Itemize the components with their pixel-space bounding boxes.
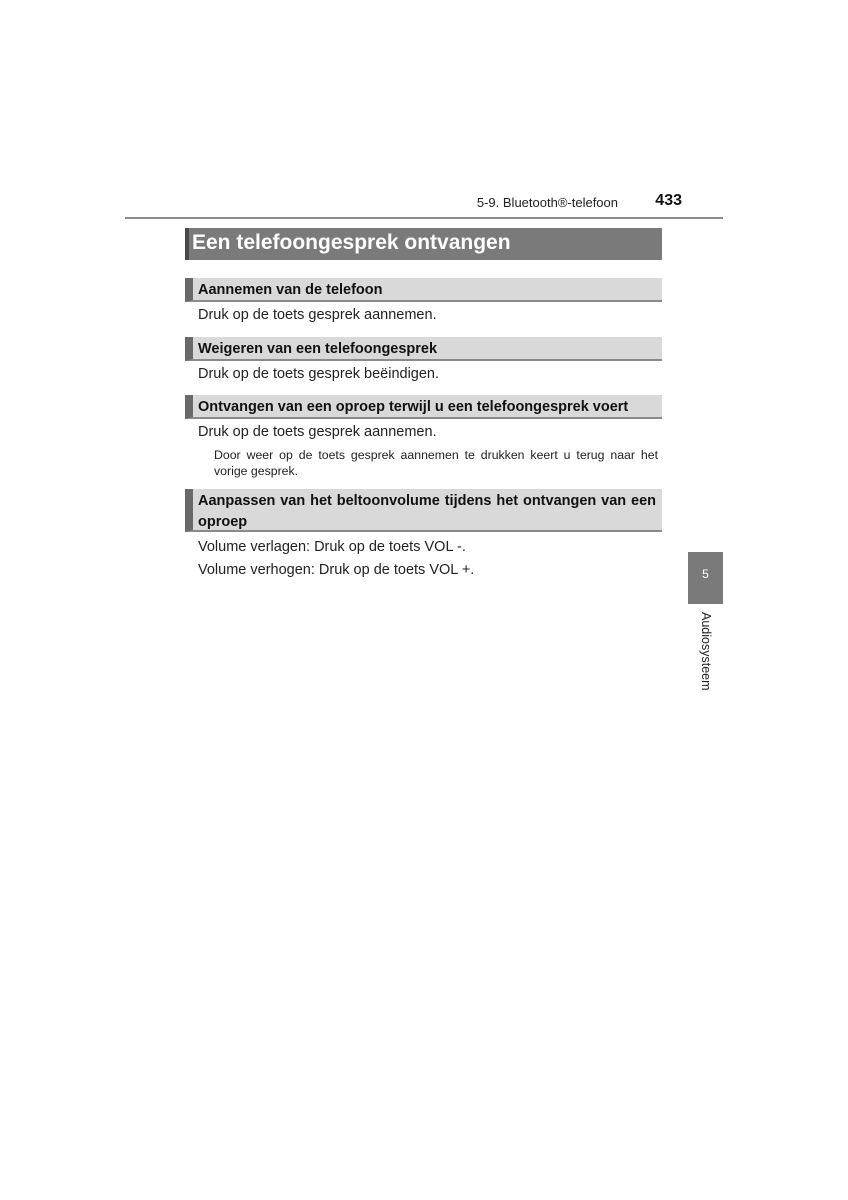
- subheading-reject-call: Weigeren van een telefoongesprek: [185, 337, 662, 361]
- body-text-volume-down: Volume verlagen: Druk op de toets VOL -.: [198, 539, 466, 555]
- body-text-volume-up: Volume verhogen: Druk op de toets VOL +.: [198, 562, 475, 578]
- page-number: 433: [655, 192, 682, 209]
- body-text-reject-call: Druk op de toets gesprek beëindigen.: [198, 366, 440, 382]
- chapter-number: 5: [702, 567, 709, 581]
- subheading-ringtone-volume: Aanpassen van het beltoonvolume tijdens het ontvangen van een oproep: [185, 489, 662, 532]
- body-text-answer-call: Druk op de toets gesprek aannemen.: [198, 307, 437, 323]
- page-title: Een telefoongesprek ontvangen: [192, 231, 511, 254]
- page-title-bar: [185, 228, 662, 260]
- body-text-call-waiting: Druk op de toets gesprek aannemen.: [198, 424, 437, 440]
- note-call-waiting: Door weer op de toets gesprek aannemen te drukken keert u terug naar het vorige gesprek.: [214, 448, 658, 478]
- running-header: [125, 193, 723, 219]
- section-reference: 5-9. Bluetooth®-telefoon: [476, 195, 618, 210]
- subheading-call-waiting: Ontvangen van een oproep terwijl u een telefoongesprek voert: [185, 395, 662, 419]
- chapter-label: Audiosysteem: [699, 612, 713, 691]
- subheading-answer-call: Aannemen van de telefoon: [185, 278, 662, 302]
- chapter-tab: [688, 552, 723, 604]
